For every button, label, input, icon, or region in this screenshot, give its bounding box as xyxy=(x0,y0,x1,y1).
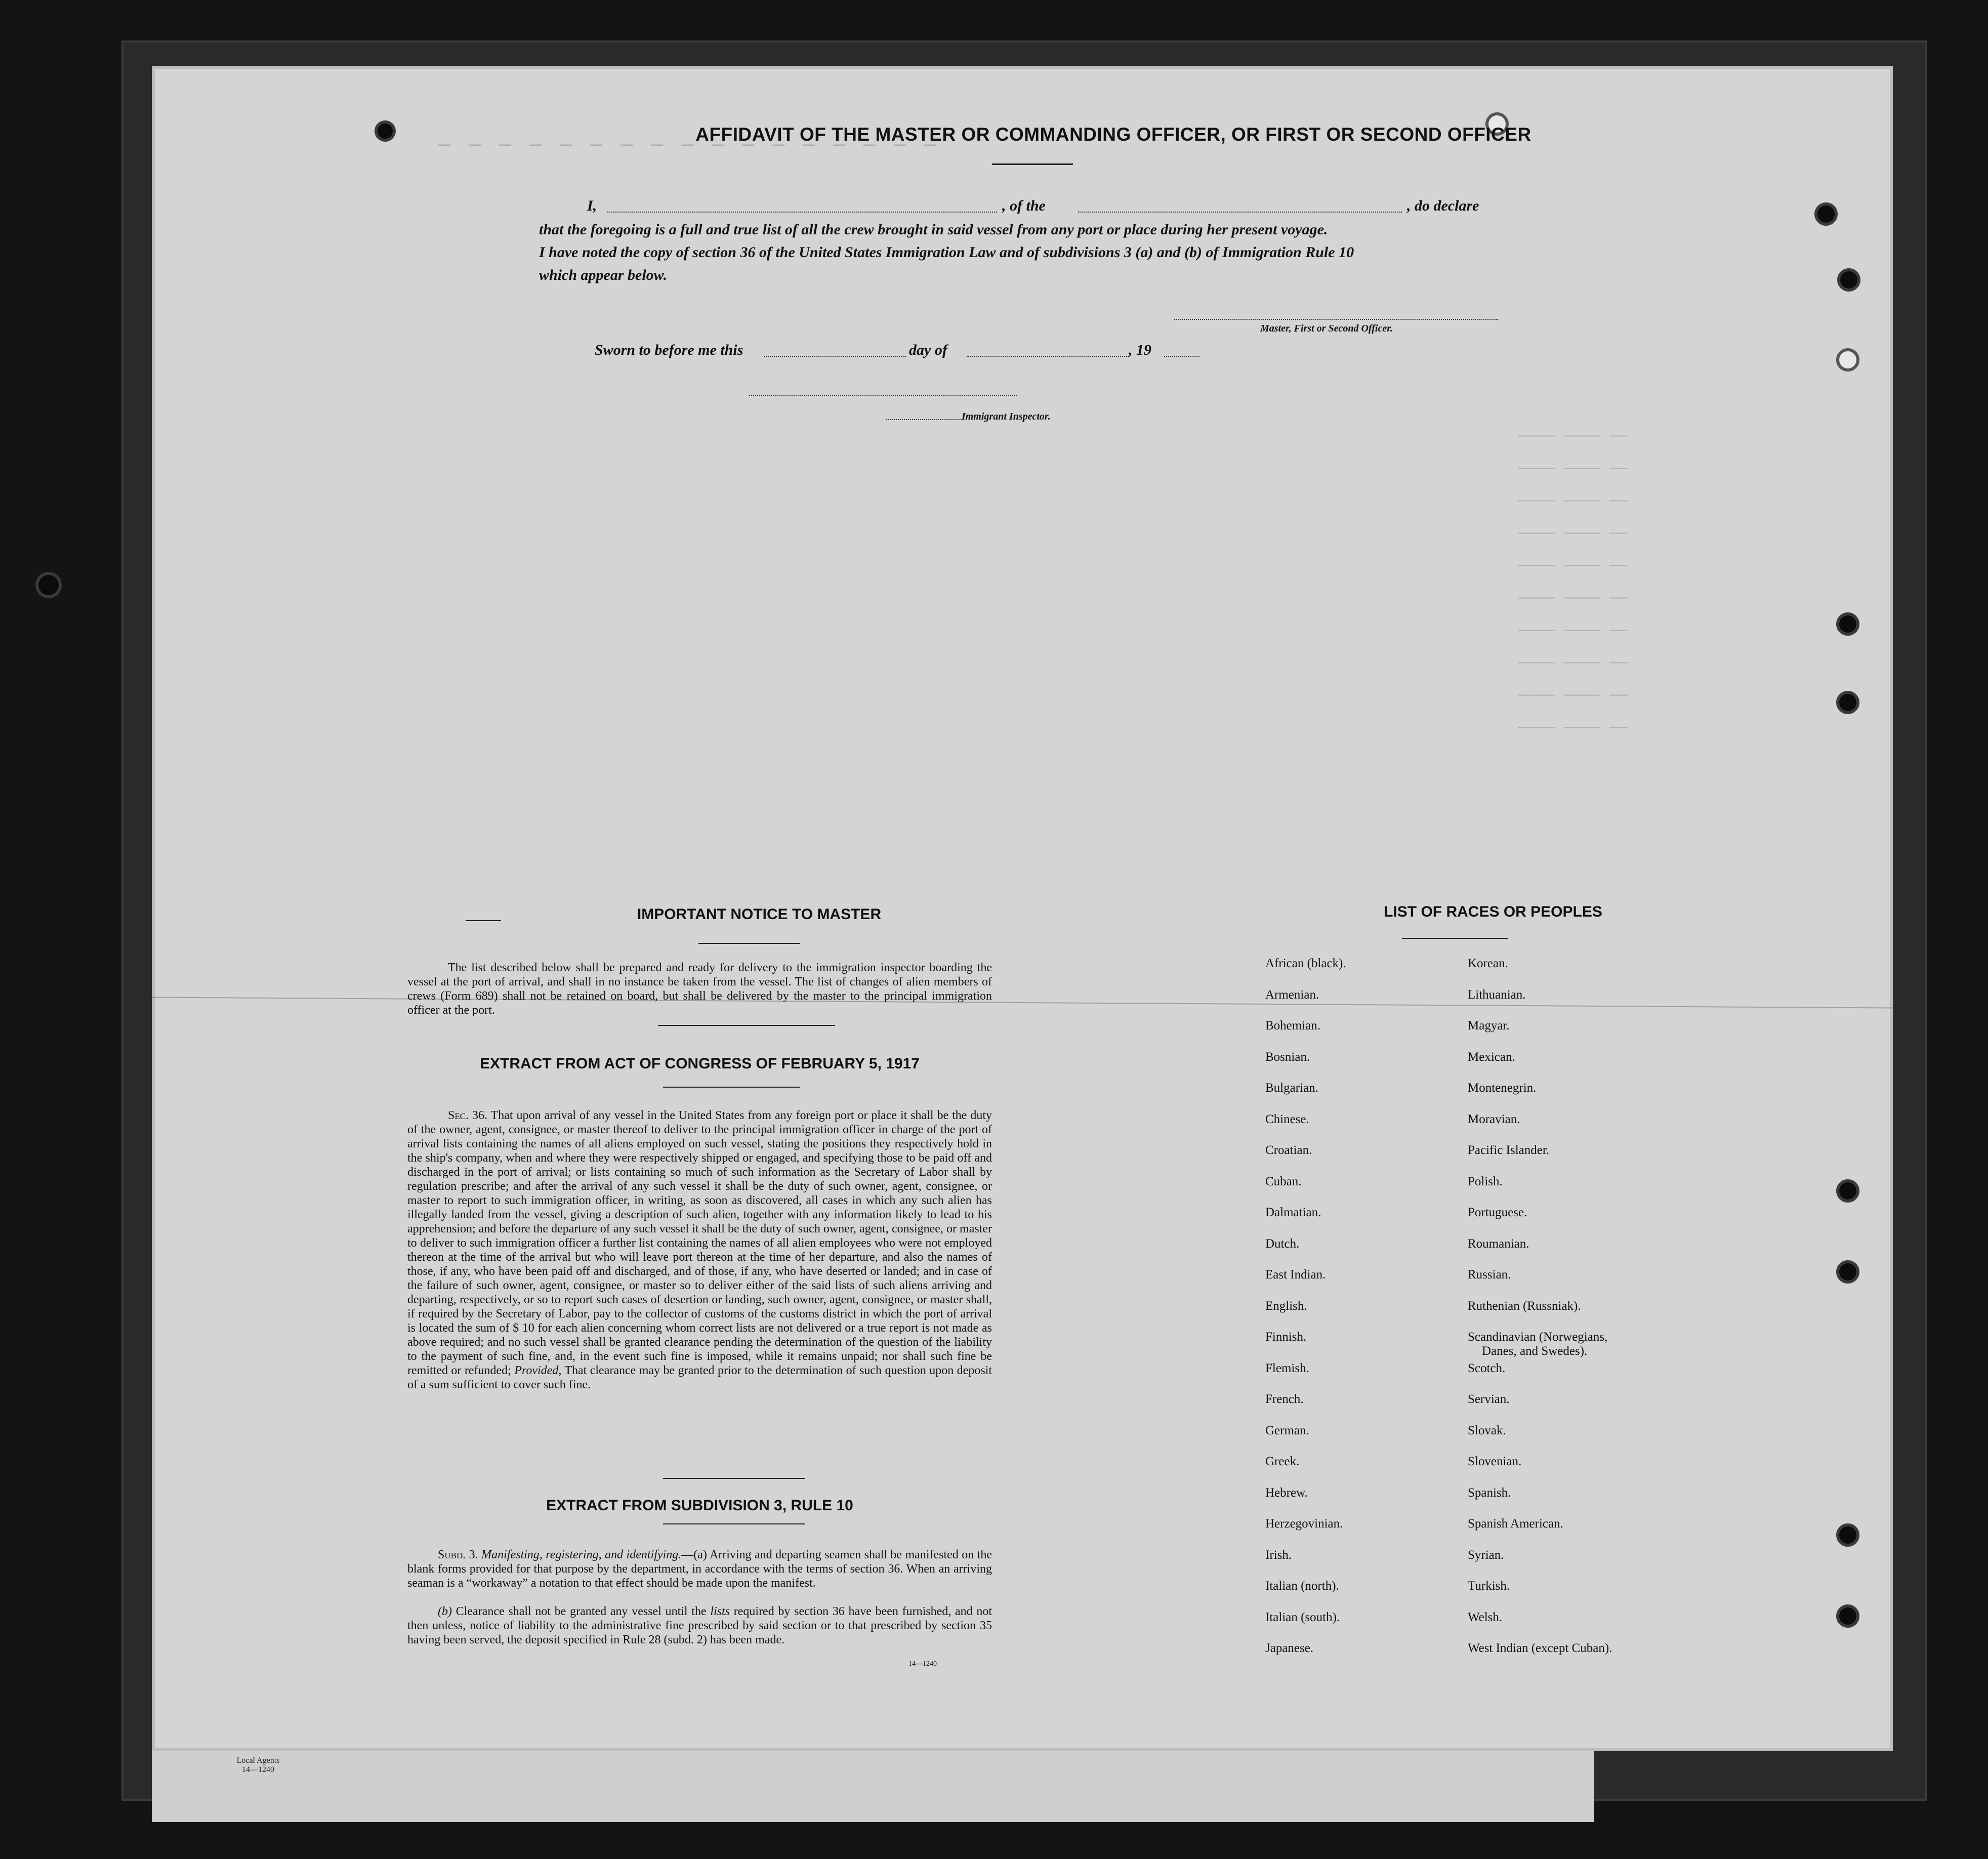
race-item: Scotch. xyxy=(1468,1361,1506,1375)
race-item: African (black). xyxy=(1265,957,1346,970)
punch-hole xyxy=(1837,268,1860,292)
declare-i: I, xyxy=(587,197,597,214)
race-item: Greek. xyxy=(1265,1455,1300,1468)
race-item: Montenegrin. xyxy=(1468,1081,1537,1095)
race-item: Herzegovinian. xyxy=(1265,1517,1343,1531)
act-text-end: That clearance may be granted prior to the determination of such question upon deposit of a sum sufficient to cover such fine. xyxy=(407,1364,992,1391)
race-item: Hebrew. xyxy=(1265,1485,1308,1500)
race-item: Turkish. xyxy=(1468,1579,1510,1593)
sworn-day-of: day of xyxy=(909,342,947,358)
affidavit-line-3: which appear below. xyxy=(539,267,668,283)
punch-hole xyxy=(1836,691,1859,714)
rule-title: EXTRACT FROM SUBDIVISION 3, RULE 10 xyxy=(546,1497,853,1514)
race-item: Finnish. xyxy=(1265,1330,1307,1344)
race-item: Welsh. xyxy=(1468,1610,1503,1624)
punch-hole xyxy=(1814,202,1838,226)
notice-separator xyxy=(658,1025,835,1026)
race-item: Chinese. xyxy=(1265,1112,1309,1126)
declare-of-the: , of the xyxy=(1002,197,1046,214)
race-item: Italian (north). xyxy=(1265,1579,1339,1593)
act-separator xyxy=(663,1478,805,1479)
race-item: Magyar. xyxy=(1468,1019,1510,1032)
rule-para-a xyxy=(407,1548,992,1590)
races-list-left xyxy=(1265,957,1346,1673)
race-item: Armenian. xyxy=(1265,987,1319,1002)
notice-underline xyxy=(698,943,800,944)
race-item: English. xyxy=(1265,1299,1307,1313)
punch-hole xyxy=(1836,348,1859,371)
act-text-main: That upon arrival of any vessel in the United States from any foreign port or place it shall be the duty of the owner, agent, consignee, or master thereof to deliver to the principal immigration officer in charge of the port of arrival lists containing the names of all aliens employed on such vessel, stating the positions they respectively hold in the ship's company, when and where they were respectively shipped or engaged, and specifying those to be paid off and discharged in the port of arrival; or lists containing so much of such information as the Secretary of Labor shall by regulation prescribe; and after the arrival of any such vessel it shall be the duty of such owner, agent, consignee, or master to report to such immigration officer, in writing, as soon as discovered, all cases in which any such alien has illegally landed from the vessel, giving a description of such alien, together with any information likely to lead to his apprehension; and before the departure of any such vessel it shall be the duty of such owner, agent, consignee, or master to deliver to such immigration officer a further list containing the names of all alien employees who were not employed thereon at the time of the arrival but who will leave port thereon at the time of her departure, and also the names of those, if any, who have been paid off and discharged, and of those, if any, who have deserted or landed; and in case of the failure of such owner, agent, consignee, or master so to deliver either of the said lists of such aliens arriving and departing, respectively, or so to report such cases of desertion or landing, such owner, agent, consignee, or master shall, if required by the Secretary of Labor, pay to the collector of customs of the customs district in which the port of arrival is located the sum of $ 10 for each alien concerning whom correct lists are not delivered or a true report is not made as above required; and no such vessel shall be granted clearance pending the determination of the question of the liability to the payment of such fine, and, in the event such fine is imposed, while it remains unpaid; nor shall such fine be remitted or refunded; xyxy=(407,1109,992,1377)
race-item-continuation: Danes, and Swedes). xyxy=(1482,1344,1588,1358)
punch-hole xyxy=(1836,612,1859,636)
act-section-36-text xyxy=(407,1108,992,1392)
underlying-page-label: Local Agents 14—1240 xyxy=(236,1756,280,1774)
affidavit-line-2: I have noted the copy of section 36 of the United States Immigration Law and of subdivisions 3 (a) and (b) of Immigration Rule 10 xyxy=(539,244,1354,261)
race-item: Bulgarian. xyxy=(1265,1081,1318,1095)
race-item: Bosnian. xyxy=(1265,1050,1310,1064)
race-item: Pacific Islander. xyxy=(1468,1143,1550,1157)
affidavit-title: AFFIDAVIT OF THE MASTER OR COMMANDING OFFICER, OR FIRST OR SECOND OFFICER xyxy=(695,124,1531,145)
rule-para-b xyxy=(407,1604,992,1647)
race-item: Dutch. xyxy=(1265,1236,1300,1251)
rule-para-a-text: —(a) Arriving and departing seamen shall be manifested on the blank forms provided for that purpose by the department, in accordance with the terms of section 36. When an arriving seaman is a “workaway” a notation to that effect should be made upon the manifest. xyxy=(407,1548,992,1590)
race-item: Roumanian. xyxy=(1468,1236,1529,1251)
race-item: Spanish. xyxy=(1468,1485,1511,1500)
punch-hole xyxy=(35,572,62,598)
act-underline xyxy=(663,1087,800,1088)
punch-hole xyxy=(1836,1260,1859,1284)
race-item: Flemish. xyxy=(1265,1361,1309,1375)
name-blank xyxy=(607,212,997,213)
notice-text: The list described below shall be prepared and ready for delivery to the immigration inspector boarding the vessel at the port of arrival, and shall in no instance be taken from the vessel. The list of changes of alien members of crews (Form 689) shall not be retained on board, but shall be delivered by the master to the principal immigration officer at the port. xyxy=(407,961,992,1017)
punch-hole xyxy=(1836,1179,1859,1203)
document-page xyxy=(152,66,1893,1751)
race-item: German. xyxy=(1265,1423,1309,1437)
race-item: Croatian. xyxy=(1265,1143,1312,1157)
race-item: Slovenian. xyxy=(1468,1455,1522,1468)
race-item: Cuban. xyxy=(1265,1174,1302,1188)
sworn-prefix: Sworn to before me this xyxy=(595,342,743,358)
punch-hole xyxy=(375,120,396,142)
race-item: Servian. xyxy=(1468,1392,1510,1406)
act-title: EXTRACT FROM ACT OF CONGRESS OF FEBRUARY 5, 1917 xyxy=(480,1055,920,1072)
races-list-right xyxy=(1468,957,1612,1673)
inspector-label: Immigrant Inspector. xyxy=(962,411,1051,422)
title-underline xyxy=(992,163,1073,165)
race-item: Japanese. xyxy=(1265,1641,1314,1655)
race-item: Irish. xyxy=(1265,1548,1292,1562)
race-item: Moravian. xyxy=(1468,1112,1520,1126)
rule-subd-label: Subd. 3. xyxy=(438,1548,478,1561)
race-item: Polish. xyxy=(1468,1174,1503,1188)
punch-hole xyxy=(1836,1604,1859,1628)
punch-hole xyxy=(1836,1523,1859,1547)
margin-rule xyxy=(466,920,501,921)
rule-para-b-label: (b) xyxy=(438,1605,452,1618)
rule-para-b-text2: required by section 36 have been furnished, and not then unless, notice of liability to the administrative fine prescribed by said section or to that prescribed by section 35 having been served, the deposit specified in Rule 28 (subd. 2) has been made. xyxy=(407,1605,992,1646)
race-item: Syrian. xyxy=(1468,1548,1504,1562)
race-item: Portuguese. xyxy=(1468,1206,1527,1219)
race-item: Ruthenian (Russniak). xyxy=(1468,1299,1581,1313)
signature-blank xyxy=(1174,319,1498,320)
race-item: Bohemian. xyxy=(1265,1019,1321,1032)
rule-para-b-text1: Clearance shall not be granted any vessel until the xyxy=(455,1605,707,1618)
sworn-month-blank xyxy=(967,356,1129,357)
sworn-year: , 19 xyxy=(1129,342,1151,358)
rule-subd-heading: Manifesting, registering, and identifying. xyxy=(481,1548,682,1561)
signature-label: Master, First or Second Officer. xyxy=(1260,323,1393,334)
declare-do-declare: , do declare xyxy=(1407,197,1479,214)
act-provided: Provided, xyxy=(514,1364,562,1377)
race-item: Korean. xyxy=(1468,957,1508,970)
bleed-through-header: — — — — — — — — — — — — — — — — — xyxy=(435,134,937,157)
race-item: West Indian (except Cuban). xyxy=(1468,1641,1612,1655)
race-item: Slovak. xyxy=(1468,1423,1506,1437)
inspector-signature-blank xyxy=(749,395,1017,396)
sworn-year-blank xyxy=(1164,356,1199,357)
race-item: East Indian. xyxy=(1265,1268,1326,1282)
form-number: 14—1240 xyxy=(908,1660,937,1668)
race-item-scandinavian: Scandinavian (Norwegians, xyxy=(1468,1330,1608,1344)
race-item: Dalmatian. xyxy=(1265,1206,1321,1219)
vessel-blank xyxy=(1078,212,1402,213)
race-item: Lithuanian. xyxy=(1468,987,1526,1002)
race-item: Spanish American. xyxy=(1468,1517,1563,1531)
rule-para-b-lists: lists xyxy=(710,1605,730,1618)
races-title: LIST OF RACES OR PEOPLES xyxy=(1384,903,1602,920)
rule-underline xyxy=(663,1523,805,1524)
affidavit-line-1: that the foregoing is a full and true list of all the crew brought in said vessel from any port or place during her present voyage. xyxy=(539,221,1328,238)
race-item: French. xyxy=(1265,1392,1304,1406)
race-item xyxy=(1468,1330,1612,1361)
race-item: Mexican. xyxy=(1468,1050,1515,1064)
sworn-day-blank xyxy=(764,356,906,357)
inspector-name-blank xyxy=(886,419,962,420)
bleed-through-columns: ———— ———— —— ———— ———— —— ———— ———— —— ———— ———— —— ———— ———— —— ———— ———— —— ———— ———— —— ———— ———— —— ———— ———— —— ———— ———— —— xyxy=(1518,428,1628,736)
race-item: Italian (south). xyxy=(1265,1610,1340,1624)
act-sec-label: Sec. 36. xyxy=(448,1109,488,1122)
races-underline xyxy=(1402,938,1508,939)
notice-title: IMPORTANT NOTICE TO MASTER xyxy=(637,906,882,923)
race-item: Russian. xyxy=(1468,1268,1511,1282)
